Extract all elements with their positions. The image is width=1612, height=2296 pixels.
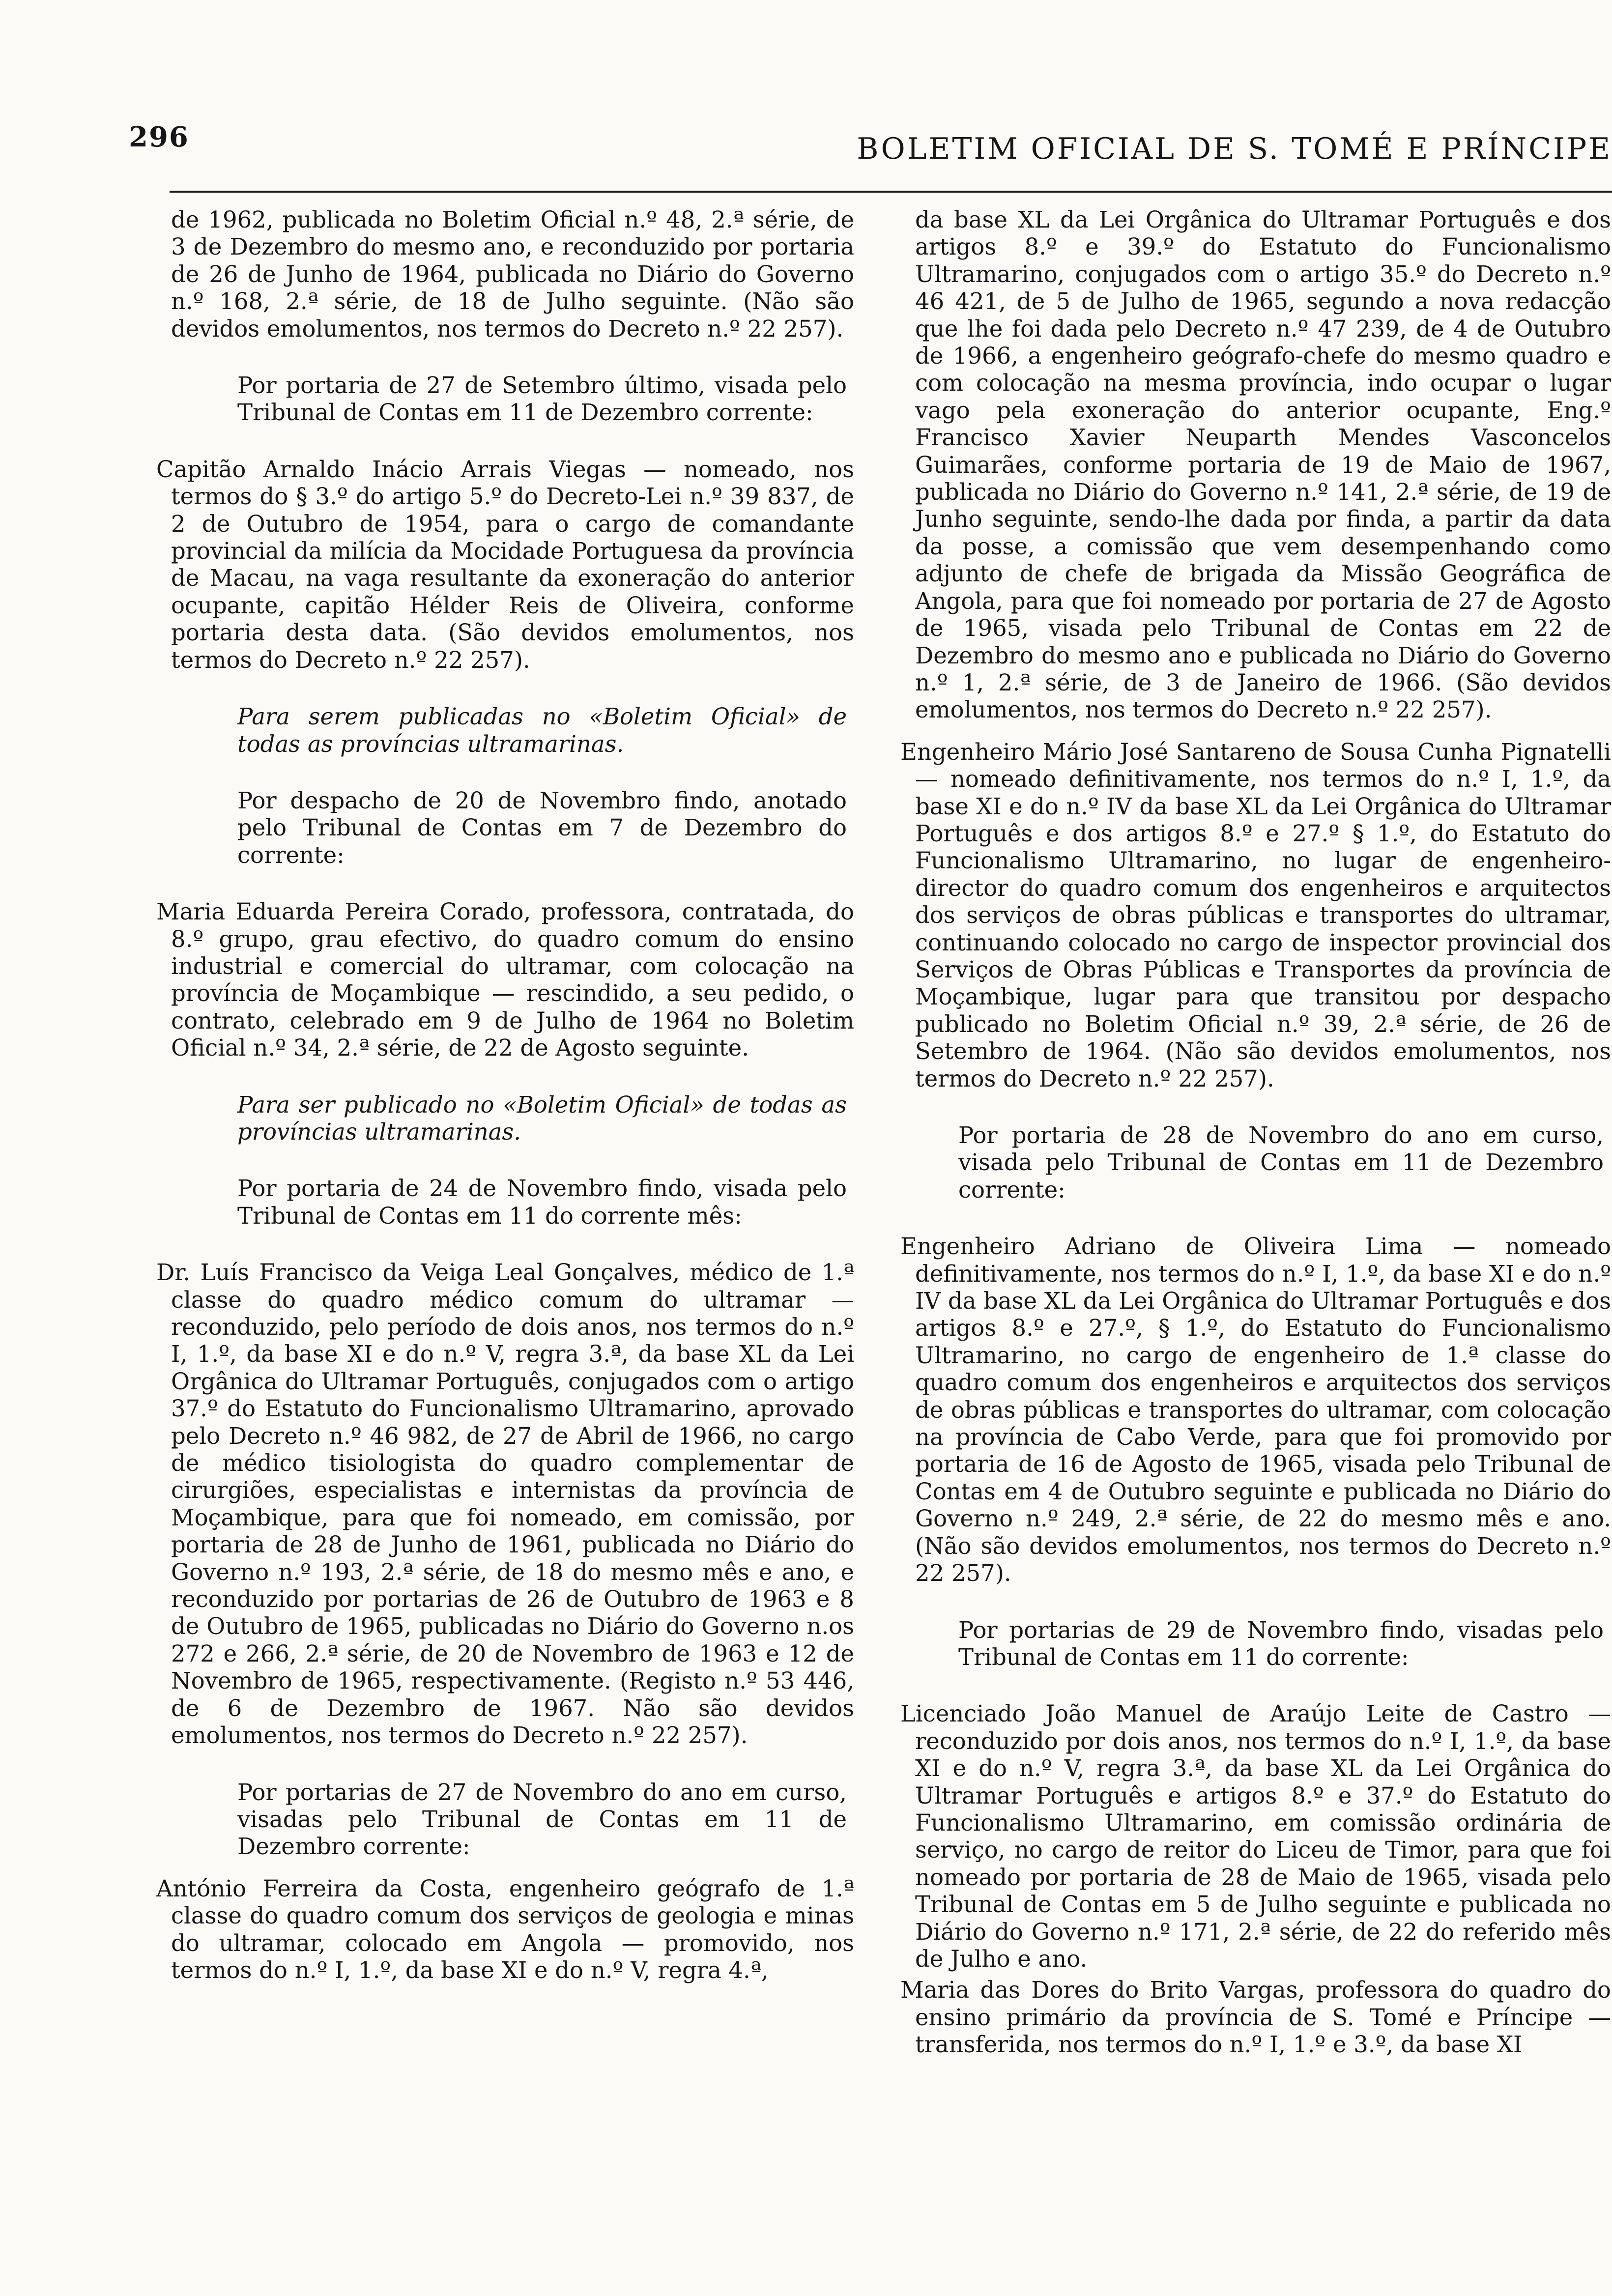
paragraph-despacho-intro: Por despacho de 20 de Novembro findo, anotado pelo Tribunal de Contas em 7 de Dezembro do corrente: xyxy=(237,787,847,868)
paragraph-portaria-intro: Por portarias de 27 de Novembro do ano em curso, visadas pelo Tribunal de Contas em 11 de Dezembro corrente: xyxy=(237,1779,847,1860)
paragraph-publication-directive: Para ser publicado no «Boletim Oficial» de todas as províncias ultramarinas. xyxy=(237,1091,847,1145)
paragraph-portaria-intro: Por portaria de 28 de Novembro do ano em curso, visada pelo Tribunal de Contas em 11 de Dezembro corrente: xyxy=(958,1122,1604,1203)
paragraph-continuation: de 1962, publicada no Boletim Oficial n.º 48, 2.ª série, de 3 de Dezembro do mesmo ano, e reconduzido por portaria de 26 de Junho de 1964, publicada no Diário do Governo n.º 168, 2.ª série, de 18 de Julho seguinte. (Não são devidos emolumentos, nos termos do Decreto n.º 22 257). xyxy=(171,206,854,342)
running-title: BOLETIM OFICIAL DE S. TOMÉ E PRÍNCIPE xyxy=(857,132,1612,166)
paragraph-entry: Engenheiro Mário José Santareno de Sousa Cunha Pignatelli — nomeado definitivamente, nos termos do n.º I, 1.º, da base XI e do n.º IV da base XL da Lei Orgânica do Ultramar Português e dos artigos 8.º e 27.º § 1.º, do Estatuto do Funcionalismo Ultramarino, no lugar de engenheiro-director do quadro comum dos engenheiros e arquitectos dos serviços de obras públicas e transportes do ultramar, continuando colocado no cargo de inspector provincial dos Serviços de Obras Públicas e Transportes da província de Moçambique, lugar para que transitou por despacho publicado no Boletim Oficial n.º 39, 2.ª série, de 26 de Setembro de 1964. (Não são devidos emolumentos, nos termos do Decreto n.º 22 257). xyxy=(900,738,1611,1092)
paragraph-portaria-intro: Por portarias de 29 de Novembro findo, visadas pelo Tribunal de Contas em 11 do corrente: xyxy=(958,1616,1604,1670)
paragraph-portaria-intro: Por portaria de 24 de Novembro findo, visada pelo Tribunal de Contas em 11 do corrente mês: xyxy=(237,1175,847,1229)
left-column xyxy=(156,206,854,2290)
page-number: 296 xyxy=(129,121,189,153)
paragraph-entry: Dr. Luís Francisco da Veiga Leal Gonçalves, médico de 1.ª classe do quadro médico comum do ultramar — reconduzido, pelo período de dois anos, nos termos do n.º I, 1.º, da base XI e do n.º V, regra 3.ª, da base XL da Lei Orgânica do Ultramar Português, conjugados com o artigo 37.º do Estatuto do Funcionalismo Ultramarino, aprovado pelo Decreto n.º 46 982, de 27 de Abril de 1966, no cargo de médico tisiologista do quadro complementar de cirurgiões, especialistas e internistas da província de Moçambique, para que foi nomeado, em comissão, por portaria de 28 de Junho de 1961, publicada no Diário do Governo n.º 193, 2.ª série, de 18 do mesmo mês e ano, e reconduzido por portarias de 26 de Outubro de 1963 e 8 de Outubro de 1965, publicadas no Diário do Governo n.os 272 e 266, 2.ª série, de 20 de Novembro de 1963 e 12 de Novembro de 1965, respectivamente. (Registo n.º 53 446, de 6 de Dezembro de 1967. Não são devidos emolumentos, nos termos do Decreto n.º 22 257). xyxy=(156,1259,854,1749)
paragraph-entry: Licenciado João Manuel de Araújo Leite de Castro — reconduzido por dois anos, nos termos do n.º I, 1.º, da base XI e do n.º V, regra 3.ª, da base XL da Lei Orgânica do Ultramar Português e artigos 8.º e 37.º do Estatuto do Funcionalismo Ultramarino, em comissão ordinária de serviço, no cargo de reitor do Liceu de Timor, para que foi nomeado por portaria de 28 de Maio de 1965, visada pelo Tribunal de Contas em 5 de Julho seguinte e publicada no Diário do Governo n.º 171, 2.ª série, de 22 do referido mês de Julho e ano. xyxy=(900,1700,1611,1972)
paragraph-entry: Maria das Dores do Brito Vargas, professora do quadro do ensino primário da província de S. Tomé e Príncipe — transferida, nos termos do n.º I, 1.º e 3.º, da base XI xyxy=(900,1977,1611,2058)
paragraph-entry: Engenheiro Adriano de Oliveira Lima — nomeado definitivamente, nos termos do n.º I, 1.º, da base XI e do n.º IV da base XL da Lei Orgânica do Ultramar Português e dos artigos 8.º e 27.º, § 1.º, do Estatuto do Funcionalismo Ultramarino, no cargo de engenheiro de 1.ª classe do quadro comum dos engenheiros e arquitectos dos serviços de obras públicas e transportes do ultramar, com colocação na província de Cabo Verde, para que foi promovido por portaria de 16 de Agosto de 1965, visada pelo Tribunal de Contas em 4 de Outubro seguinte e publicada no Diário do Governo n.º 249, 2.ª série, de 22 do mesmo mês e ano. (Não são devidos emolumentos, nos termos do Decreto n.º 22 257). xyxy=(900,1233,1611,1587)
header-rule xyxy=(170,191,1612,193)
paragraph-publication-directive: Para serem publicadas no «Boletim Oficial» de todas as províncias ultramarinas. xyxy=(237,703,847,757)
paragraph-entry: Maria Eduarda Pereira Corado, professora, contratada, do 8.º grupo, grau efectivo, do quadro comum do ensino industrial e comercial do ultramar, com colocação na província de Moçambique — rescindido, a seu pedido, o contrato, celebrado em 9 de Julho de 1964 no Boletim Oficial n.º 34, 2.ª série, de 22 de Agosto seguinte. xyxy=(156,898,854,1062)
right-column xyxy=(900,206,1611,2290)
paragraph-portaria-intro: Por portaria de 27 de Setembro último, visada pelo Tribunal de Contas em 11 de Dezembro corrente: xyxy=(237,372,847,426)
paragraph-entry: Capitão Arnaldo Inácio Arrais Viegas — nomeado, nos termos do § 3.º do artigo 5.º do Decreto-Lei n.º 39 837, de 2 de Outubro de 1954, para o cargo de comandante provincial da milícia da Mocidade Portuguesa da província de Macau, na vaga resultante da exoneração do anterior ocupante, capitão Hélder Reis de Oliveira, conforme portaria desta data. (São devidos emolumentos, nos termos do Decreto n.º 22 257). xyxy=(156,456,854,673)
paragraph-continuation: da base XL da Lei Orgânica do Ultramar Português e dos artigos 8.º e 39.º do Estatuto do Funcionalismo Ultramarino, conjugados com o artigo 35.º do Decreto n.º 46 421, de 5 de Julho de 1965, segundo a nova redacção que lhe foi dada pelo Decreto n.º 47 239, de 4 de Outubro de 1966, a engenheiro geógrafo-chefe do mesmo quadro e com colocação na mesma província, indo ocupar o lugar vago pela exoneração do anterior ocupante, Eng.º Francisco Xavier Neuparth Mendes Vasconcelos Guimarães, conforme portaria de 19 de Maio de 1967, publicada no Diário do Governo n.º 141, 2.ª série, de 19 de Junho seguinte, sendo-lhe dada por finda, a partir da data da posse, a comissão que vem desempenhando como adjunto de chefe de brigada da Missão Geográfica de Angola, para que foi nomeado por portaria de 27 de Agosto de 1965, visada pelo Tribunal de Contas em 22 de Dezembro do mesmo ano e publicada no Diário do Governo n.º 1, 2.ª série, de 3 de Janeiro de 1966. (São devidos emolumentos, nos termos do Decreto n.º 22 257). xyxy=(915,206,1611,723)
paragraph-entry: António Ferreira da Costa, engenheiro geógrafo de 1.ª classe do quadro comum dos serviços de geologia e minas do ultramar, colocado em Angola — promovido, nos termos do n.º I, 1.º, da base XI e do n.º V, regra 4.ª, xyxy=(156,1875,854,1983)
